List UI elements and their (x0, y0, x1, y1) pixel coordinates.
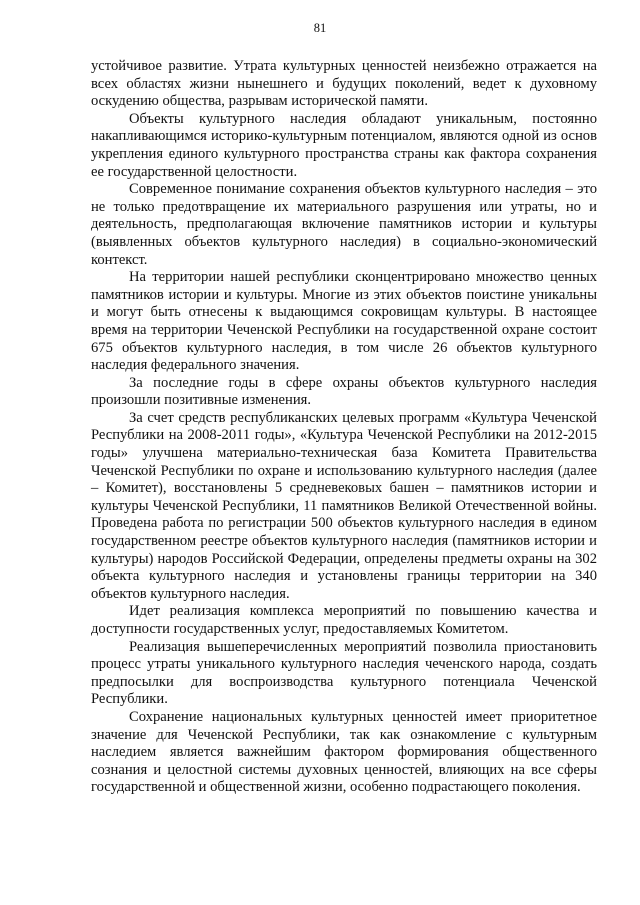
paragraph: За последние годы в сфере охраны объектов культурного наследия произошли позитивные изменения. (91, 374, 597, 409)
paragraph: Объекты культурного наследия обладают уникальным, постоянно накапливающимся историко-культурным потенциалом, являются одной из основ укрепления единого культурного пространства страны как фактора сохранения ее государственной целостности. (91, 110, 597, 180)
paragraph: Сохранение национальных культурных ценностей имеет приоритетное значение для Чеченской Республики, так как ознакомление с культурным наследием является важнейшим фактором формирования общественного сознания и целостной системы духовных ценностей, влияющих на все сферы государственной и общественной жизни, особенно подрастающего поколения. (91, 708, 597, 796)
paragraph: Реализация вышеперечисленных мероприятий позволила приостановить процесс утраты уникального культурного наследия чеченского народа, создать предпосылки для воспроизводства культурного потенциала Чеченской Республики. (91, 638, 597, 708)
paragraph: Современное понимание сохранения объектов культурного наследия – это не только предотвращение их материального разрушения или утраты, но и деятельность, предполагающая включение памятников истории и культуры (выявленных объектов культурного наследия) в социально-экономический контекст. (91, 181, 597, 268)
paragraph: устойчивое развитие. Утрата культурных ценностей неизбежно отражается на всех областях жизни нынешнего и будущих поколений, ведет к духовному оскудению общества, разрывам исторической памяти. (91, 58, 597, 110)
paragraph: За счет средств республиканских целевых программ «Культура Чеченской Республики на 2008-2011 годы», «Культура Чеченской Республики на 2012-2015 годы» улучшена материально-техническая база Комитета Правительства Чеченской Республики по охране и использованию культурного наследия (далее – Комитет), восстановлены 5 средневековых башен – памятников истории и культуры Чеченской Республики, 11 памятников Великой Отечественной войны. Проведена работа по регистрации 500 объектов культурного наследия в едином государственном реестре объектов культурного наследия (памятников истории и культуры) народов Российской Федерации, определены предметы охраны на 302 объекта культурного наследия и установлены границы территории на 340 объектов культурного наследия. (91, 409, 597, 602)
paragraph: Идет реализация комплекса мероприятий по повышению качества и доступности государственных услуг, предоставляемых Комитетом. (91, 603, 597, 637)
paragraph: На территории нашей республики сконцентрировано множество ценных памятников истории и культуры. Многие из этих объектов поистине уникальны и могут быть отнесены к выдающимся сокровищам культуры. В настоящее время на территории Чеченской Республики на государственной охране состоит 675 объектов культурного наследия, в том числе 26 объектов культурного наследия федерального значения. (91, 269, 597, 374)
body-text (91, 58, 597, 797)
page-number: 81 (313, 21, 327, 35)
